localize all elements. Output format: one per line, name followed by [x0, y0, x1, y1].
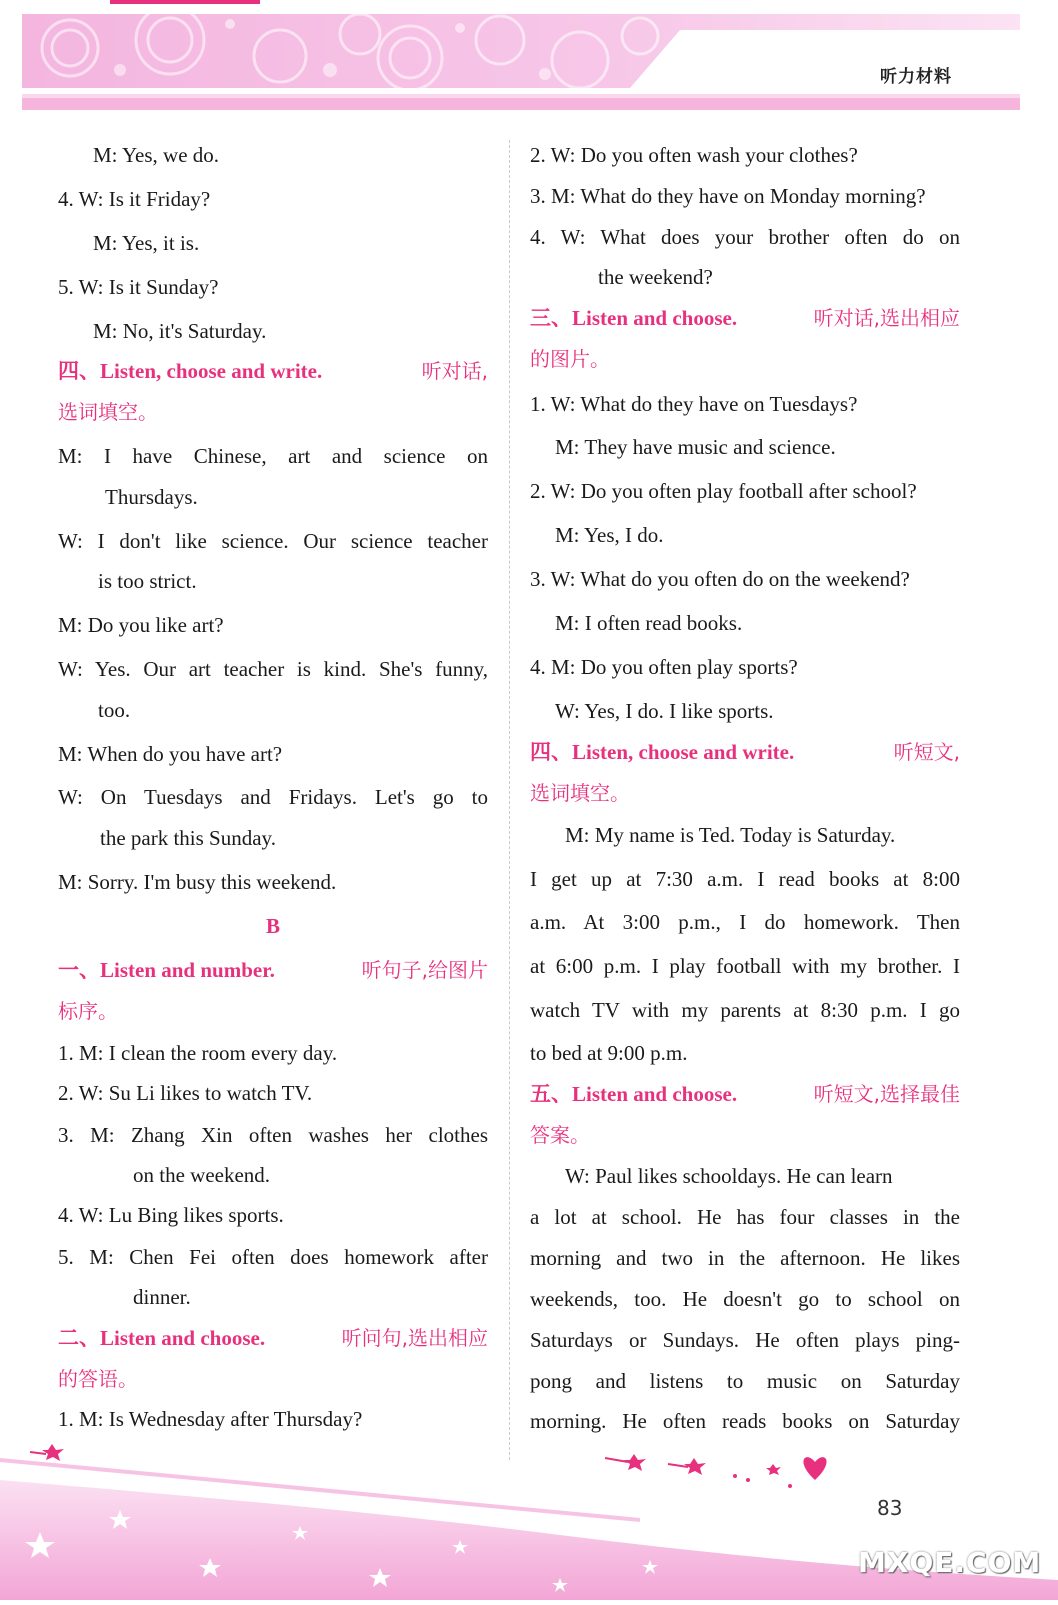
text-line: M: They have music and science.	[555, 435, 836, 459]
section-heading: 四、Listen, choose and write.	[58, 359, 323, 383]
text-line: M: My name is Ted. Today is Saturday.	[565, 823, 896, 847]
text-line: to bed at 9:00 p.m.	[530, 1041, 688, 1065]
watermark: MXQE.COM	[858, 1546, 1042, 1579]
section-heading-cn: 听短文,	[893, 740, 960, 764]
header-banner	[0, 0, 1058, 120]
text-line: 2. W: Do you often wash your clothes?	[530, 143, 858, 167]
text-line: W: On Tuesdays and Fridays. Let's go to	[58, 785, 488, 809]
text-line: 2. W: Do you often play football after school?	[530, 479, 917, 503]
text-line: a lot at school. He has four classes in the	[530, 1205, 960, 1229]
text-line: 5. W: Is it Sunday?	[58, 275, 219, 299]
text-line: on the weekend.	[133, 1163, 271, 1187]
text-line: a.m. At 3:00 p.m., I do homework. Then	[530, 910, 960, 934]
section-heading-cn: 听对话,选出相应	[813, 306, 960, 330]
section-heading-cn: 听短文,选择最佳	[813, 1082, 960, 1106]
section-heading-cn: 听对话,	[421, 359, 488, 383]
text-line: M: I have Chinese, art and science on	[58, 444, 488, 468]
section-heading-cn: 听句子,给图片	[361, 958, 488, 982]
text-line: is too strict.	[98, 569, 197, 593]
text-line: 3. W: What do you often do on the weekend?	[530, 567, 910, 591]
text-line: W: Yes, I do. I like sports.	[555, 699, 774, 723]
section-heading-cn: 听问句,选出相应	[341, 1326, 488, 1350]
section-heading-cn: 的图片。	[530, 347, 610, 371]
text-line: the park this Sunday.	[100, 826, 276, 850]
column-divider	[509, 140, 510, 1460]
page-footer	[0, 1440, 1058, 1600]
text-line: pong and listens to music on Saturday	[530, 1369, 960, 1393]
text-line: 4. W: What does your brother often do on	[530, 225, 960, 249]
text-line: too.	[98, 698, 131, 722]
text-line: M: Yes, it is.	[93, 231, 200, 255]
text-line: 5. M: Chen Fei often does homework after	[58, 1245, 488, 1269]
text-line: M: I often read books.	[555, 611, 743, 635]
text-line: 2. W: Su Li likes to watch TV.	[58, 1081, 313, 1105]
text-line: the weekend?	[598, 265, 713, 289]
section-heading-cn: 答案。	[530, 1123, 590, 1147]
text-line: morning. He often reads books on Saturday	[530, 1409, 960, 1433]
text-line: Saturdays or Sundays. He often plays ping-	[530, 1328, 960, 1352]
text-line: 1. M: I clean the room every day.	[58, 1041, 338, 1065]
text-line: M: Yes, I do.	[555, 523, 664, 547]
text-line: I get up at 7:30 a.m. I read books at 8:00	[530, 867, 960, 891]
text-line: 4. W: Is it Friday?	[58, 187, 211, 211]
section-heading-cn: 的答语。	[58, 1367, 138, 1391]
text-line: M: When do you have art?	[58, 742, 283, 766]
text-line: M: Do you like art?	[58, 613, 224, 637]
section-heading-cn: 选词填空。	[530, 781, 630, 805]
section-heading: 二、Listen and choose.	[58, 1326, 266, 1350]
text-line: W: Yes. Our art teacher is kind. She's funny,	[58, 657, 488, 681]
section-heading: 五、Listen and choose.	[530, 1082, 738, 1106]
header-title: 听力材料	[880, 67, 952, 87]
text-line: 3. M: What do they have on Monday morning?	[530, 184, 926, 208]
section-heading: 四、Listen, choose and write.	[530, 740, 795, 764]
text-line: dinner.	[133, 1285, 191, 1309]
text-line: M: No, it's Saturday.	[93, 319, 267, 343]
page-header	[0, 0, 1058, 120]
section-heading: 一、Listen and number.	[58, 958, 275, 982]
section-heading: 三、Listen and choose.	[530, 306, 738, 330]
text-line: 1. W: What do they have on Tuesdays?	[530, 392, 858, 416]
text-line: M: Yes, we do.	[93, 143, 220, 167]
text-line: W: I don't like science. Our science teacher	[58, 529, 488, 553]
text-line: 4. W: Lu Bing likes sports.	[58, 1203, 284, 1227]
text-line: at 6:00 p.m. I play football with my brother. I	[530, 954, 960, 978]
text-line: 4. M: Do you often play sports?	[530, 655, 798, 679]
text-line: Thursdays.	[105, 485, 198, 509]
text-line: 3. M: Zhang Xin often washes her clothes	[58, 1123, 488, 1147]
text-line: W: Paul likes schooldays. He can learn	[565, 1164, 893, 1188]
text-line: weekends, too. He doesn't go to school on	[530, 1287, 960, 1311]
section-heading-cn: 选词填空。	[58, 400, 158, 424]
text-line: M: Sorry. I'm busy this weekend.	[58, 870, 337, 894]
section-heading-cn: 标序。	[58, 999, 118, 1023]
page-number: 83	[877, 1496, 903, 1520]
section-title: B	[265, 914, 280, 938]
text-line: watch TV with my parents at 8:30 p.m. I go	[530, 998, 960, 1022]
text-line: morning and two in the afternoon. He likes	[530, 1246, 960, 1270]
text-line: 1. M: Is Wednesday after Thursday?	[58, 1407, 363, 1431]
